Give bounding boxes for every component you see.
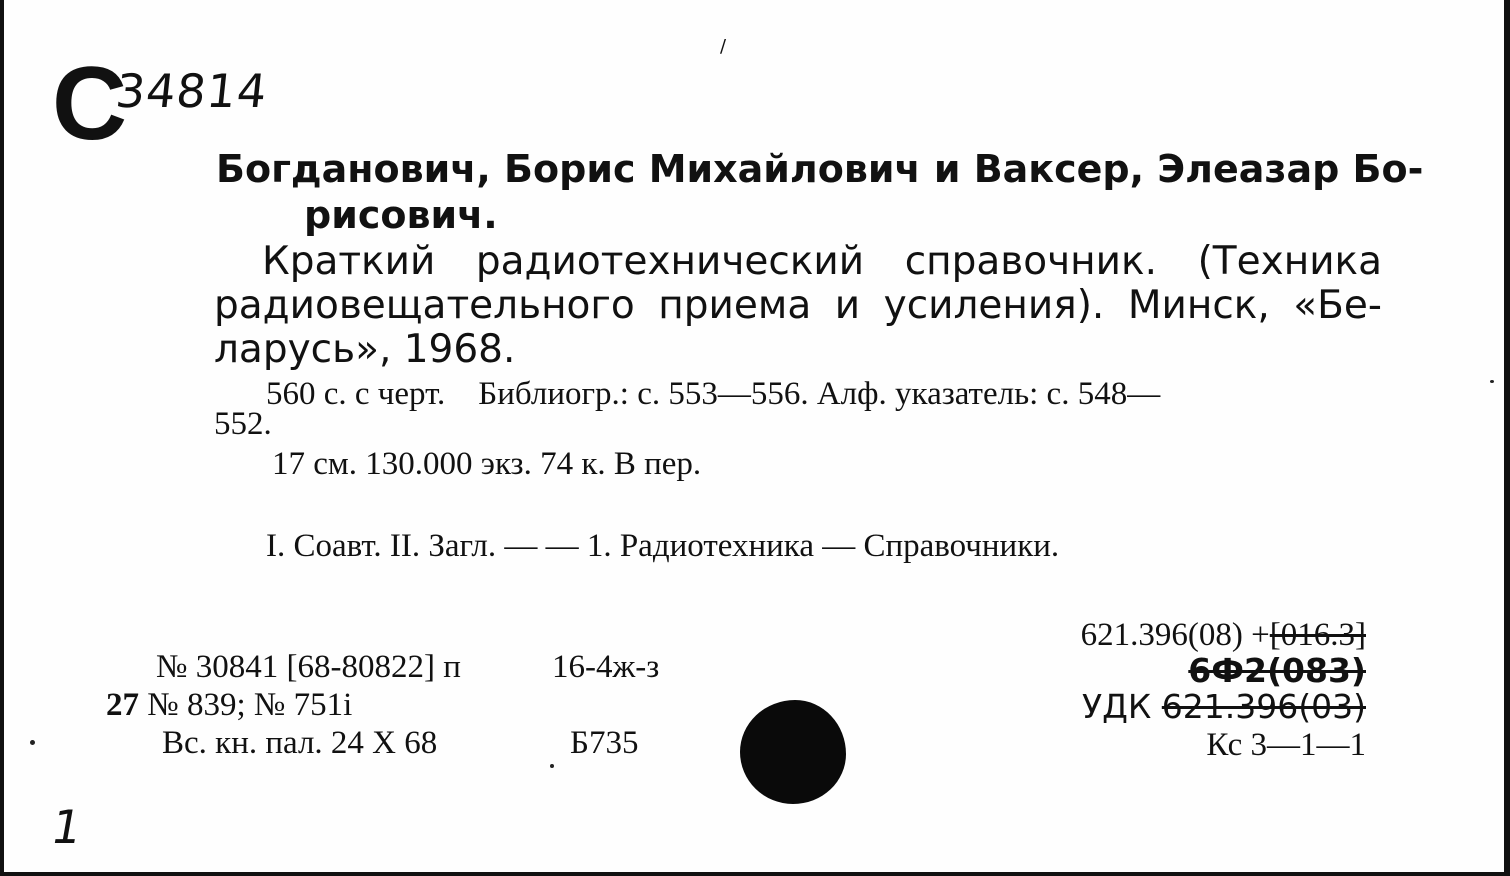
print-code: 16-4ж-з	[552, 649, 660, 685]
author-heading: Богданович, Борис Михайлович и Ваксер, Элеазар Бо-	[216, 147, 1424, 191]
speck	[30, 740, 35, 745]
handwritten-mark: 1	[47, 800, 87, 854]
title-word: радиотехнический	[475, 239, 865, 284]
ink-blot	[740, 700, 846, 804]
title-line-1	[262, 238, 1382, 286]
classification-2: 6Ф2(083)	[1188, 651, 1366, 690]
title-word: «Бе-	[1293, 283, 1382, 328]
author-heading-cont: рисович.	[304, 193, 498, 237]
title-word: Минск,	[1127, 283, 1270, 328]
physical-description-cont: 552.	[214, 406, 272, 442]
udc-label: УДК	[1081, 687, 1152, 726]
accession-number: 27	[106, 687, 139, 723]
speck	[1490, 380, 1494, 383]
title-line-2	[214, 282, 1382, 330]
title-word: (Техника	[1197, 239, 1382, 284]
size-print-run: 17 см. 130.000 экз. 74 к. В пер.	[272, 446, 702, 482]
classification-3	[1082, 688, 1366, 726]
tick-mark: /	[720, 36, 727, 57]
physical-description: 560 с. с черт. Библиогр.: с. 553—556. Алф. указатель: с. 548—	[266, 376, 1161, 412]
title-word: приема	[658, 283, 812, 328]
title-word: и	[834, 283, 861, 328]
udc-struck: 621.396(03)	[1161, 687, 1366, 726]
title-word: справочник.	[904, 239, 1157, 284]
speck	[550, 764, 554, 768]
call-letter: С	[52, 46, 126, 162]
accession-line-1: № 30841 [68-80822] п	[156, 649, 461, 685]
title-word: Краткий	[262, 239, 436, 284]
title-line-3: ларусь», 1968.	[214, 327, 516, 372]
classification-main: 621.396(08) +	[1080, 617, 1270, 653]
title-word: усиления).	[883, 283, 1105, 328]
classification-1	[1081, 616, 1366, 654]
tracings: I. Соавт. II. Загл. — — 1. Радиотехника — Справочники.	[266, 528, 1060, 564]
classification-struck: [016.3]	[1269, 617, 1366, 653]
classification-4: Кс 3—1—1	[1206, 727, 1366, 763]
accession-line-3: Вс. кн. пал. 24 X 68	[162, 725, 438, 761]
print-code-2: Б735	[570, 725, 639, 761]
accession-line-2	[106, 686, 352, 724]
title-word: радиовещательного	[214, 283, 635, 328]
call-number: 34814	[113, 64, 271, 118]
accession-text: № 839; № 751i	[147, 687, 353, 723]
